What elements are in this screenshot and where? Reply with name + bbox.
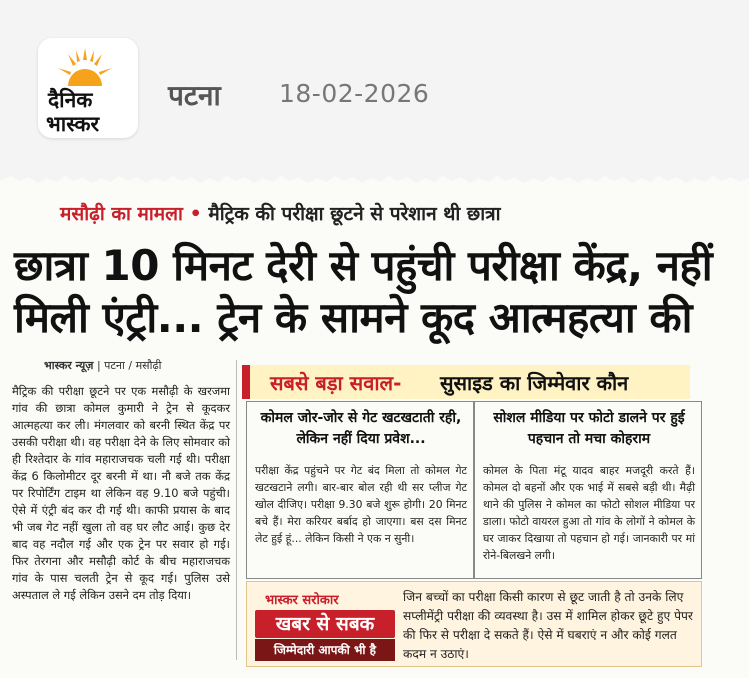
edition-date[interactable]: 18-02-2026 [279, 79, 430, 108]
question-label: सबसे बड़ा सवाल- [270, 371, 402, 395]
headline-line-2: मिली एंट्री... ट्रेन के सामने कूद आत्महत्या की [14, 293, 693, 342]
sidebar-box-entry-denied [246, 401, 474, 579]
byline-place: | पटना / मसौढ़ी [96, 359, 162, 372]
sarokar-text: जिन बच्चों का परीक्षा किसी कारण से छूट जाती है तो उनके लिए सप्लीमेंट्री परीक्षा की व्यवस्था है। उस में शामिल होकर छूटे हुए पेपर की फिर से परीक्षा दे सकते हैं। ऐसे में घबराएं न और कोई गलत कदम न उठाएं। [403, 590, 693, 661]
logo-word-dainik: दैनिक [48, 88, 93, 112]
kicker-text: मैट्रिक की परीक्षा छूटने से परेशान थी छात्रा [208, 203, 501, 225]
question-text: सुसाइड का जिम्मेवार कौन [440, 371, 629, 395]
kicker-separator: • [189, 203, 202, 225]
box-heading: कोमल जोर-जोर से गेट खटखटाती रही, लेकिन नहीं दिया प्रवेश... [260, 410, 462, 447]
edition-city[interactable]: पटना [168, 79, 221, 112]
kicker-place: मसौढ़ी का मामला [60, 203, 183, 225]
dainik-bhaskar-logo[interactable] [38, 38, 138, 138]
column-divider [236, 360, 237, 660]
sarokar-subtitle: जिम्मेदारी आपकी भी है [255, 639, 395, 661]
byline-source: भास्कर न्यूज़ [44, 359, 94, 372]
bhaskar-sarokar-box [246, 581, 702, 667]
sarokar-title: खबर से सबक [255, 610, 395, 638]
logo-word-bhaskar: भास्कर [46, 112, 100, 136]
app-header [0, 0, 749, 165]
article-body: मैट्रिक की परीक्षा छूटने पर एक मसौढ़ी के खरजमा गांव की छात्रा कोमल कुमारी ने ट्रेन से कूदकर आत्महत्या कर ली। मंगलवार को बरनी स्थित केंद्र पर उसकी परीक्षा थी। वह परीक्षा देने के लिए सोमवार को ही रिश्तेदार के गांव महाराजचक चली गई थी। परीक्षा केंद्र 6 किलोमीटर दूर बरनी में था। नौ बजे तक केंद्र पर रिपोर्टिंग टाइम था लेकिन वह 9.10 बजे पहुंची। ऐसे में एंट्री बंद कर दी गई थी। काफी प्रयास के बाद भी जब गेट नहीं खुला तो वह घर लौट आई। कुछ देर बाद वह नदौल गई और एक ट्रेन पर सवार हो गई। फिर तेरगना और मसौढ़ी कोर्ट के बीच महाराजचक गांव के पास चलती ट्रेन से कूद गई। पुलिस उसे अस्पताल ले गई लेकिन उसने दम तोड़ दिया। [12, 384, 230, 602]
sidebar-box-social-media [474, 401, 702, 579]
box-body: परीक्षा केंद्र पहुंचने पर गेट बंद मिला तो कोमल गेट खटखटाने लगी। बार-बार बोल रही थी सर प्लीज गेट खोल दीजिए। परीक्षा 9.30 बजे शुरू होगी। 20 मिनट बचे हैं। मेरा करियर बर्बाद हो जाएगा। बस दस मिनट लेट हुई हूं... लेकिन किसी ने एक न सुनी। [255, 464, 467, 545]
article-kicker [60, 200, 501, 226]
sarokar-label: भास्कर सरोकार [265, 593, 339, 608]
question-banner [242, 365, 690, 399]
headline-line-1: छात्रा 10 मिनट देरी से पहुंची परीक्षा केंद्र, नहीं [14, 241, 713, 290]
byline [44, 358, 162, 373]
box-heading: सोशल मीडिया पर फोटो डालने पर हुई पहचान तो मचा कोहराम [493, 410, 685, 447]
box-body: कोमल के पिता मंटू यादव बाहर मजदूरी करते हैं। कोमल दो बहनों और एक भाई में सबसे बड़ी थी। मैढ़ी थाने की पुलिस ने कोमल का फोटो सोशल मीडिया पर डाला। फोटो वायरल हुआ तो गांव के लोगों ने कोमल के घर जाकर दिखाया तो पहचान हो गई। जानकारी पर मां रोने-बिलखने लगी। [483, 464, 695, 562]
torn-paper-edge [0, 172, 749, 186]
